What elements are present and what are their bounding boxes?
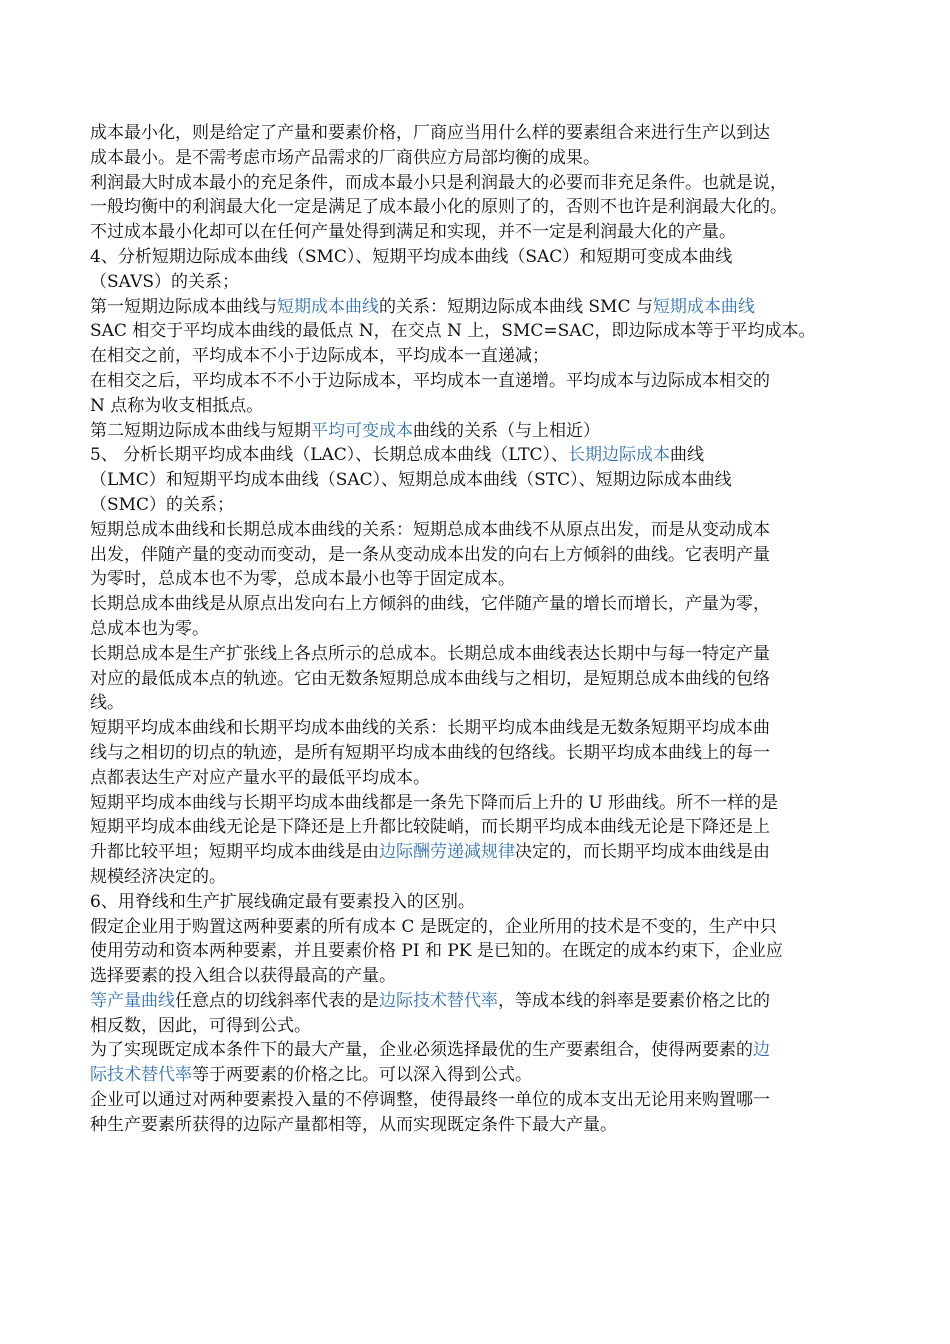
text-line: N 点称为收支相抵点。 [90,395,264,416]
paragraph [90,121,890,171]
text-run: 曲线的关系（与上相近） [413,420,600,441]
text-line [90,1063,890,1088]
text-run: 的关系：短期边际成本曲线 SMC 与 [379,296,653,317]
text-line: 为零时，总成本也不为零，总成本最小也等于固定成本。 [90,569,515,590]
text-line: 总成本也为零。 [90,618,209,639]
text-line: 6、用脊线和生产扩展线确定最有要素投入的区别。 [90,891,475,912]
keyword-link[interactable]: 边际技术替代率 [379,990,498,1011]
text-run: 曲线 [670,445,705,466]
paragraph [90,890,890,915]
paragraph [90,245,890,295]
text-run: 任意点的切线斜率代表的是 [175,990,379,1011]
text-line: 假定企业用于购置这两种要素的所有成本 C 是既定的，企业所用的技术是不变的，生产中只 [90,916,777,937]
text-line: 种生产要素所获得的边际产量都相等，从而实现既定条件下最大产量。 [90,1114,617,1135]
keyword-link[interactable]: 短期成本曲线 [277,296,379,317]
text-line: 不过成本最小化却可以在任何产量处得到满足和实现，并不一定是利润最大化的产量。 [90,222,736,243]
text-line: （LMC）和短期平均成本曲线（SAC）、短期总成本曲线（STC）、短期边际成本曲线 [90,470,732,491]
text-line [90,840,890,865]
paragraph [90,1088,890,1138]
keyword-link[interactable]: 际技术替代率 [90,1065,192,1086]
text-line: 使用劳动和资本两种要素，并且要素价格 PI 和 PK 是已知的。在既定的成本约束下，企业应 [90,941,783,962]
text-line [90,295,890,320]
text-line [90,989,890,1014]
text-line: （SAVS）的关系； [90,271,239,292]
text-line: 利润最大时成本最小的充足条件，而成本最小只是利润最大的必要而非充足条件。也就是说， [90,172,787,193]
text-line [90,419,890,444]
text-run: 为了实现既定成本条件下的最大产量，企业必须选择最优的生产要素组合，使得两要素的 [90,1040,753,1061]
keyword-link[interactable]: 等产量曲线 [90,990,175,1011]
paragraph [90,642,890,716]
text-line: 短期平均成本曲线和长期平均成本曲线的关系：长期平均成本曲线是无数条短期平均成本曲 [90,718,770,739]
document-body [90,121,890,1138]
paragraph [90,791,890,890]
paragraph [90,443,890,517]
keyword-link[interactable]: 平均可变成本 [311,420,413,441]
text-line: 长期总成本曲线是从原点出发向右上方倾斜的曲线，它伴随产量的增长而增长，产量为零， [90,594,770,615]
text-line: 在相交之前，平均成本不小于边际成本，平均成本一直递减； [90,346,549,367]
text-line: 选择要素的投入组合以获得最高的产量。 [90,966,396,987]
text-line: （SMC）的关系； [90,494,235,515]
text-line: 规模经济决定的。 [90,866,226,887]
paragraph [90,419,890,444]
text-line: 线与之相切的切点的轨迹，是所有短期平均成本曲线的包络线。长期平均成本曲线上的每一 [90,742,770,763]
text-line: 成本最小。是不需考虑市场产品需求的厂商供应方局部均衡的成果。 [90,147,600,168]
text-line: SAC 相交于平均成本曲线的最低点 N，在交点 N 上，SMC=SAC，即边际成本等于平均成本。 [90,321,816,342]
keyword-link[interactable]: 边际酬劳递减规律 [379,842,515,863]
text-line [90,1038,890,1063]
text-run: 等于两要素的价格之比。可以深入得到公式。 [192,1065,532,1086]
text-line: 出发，伴随产量的变动而变动，是一条从变动成本出发的向右上方倾斜的曲线。它表明产量 [90,544,770,565]
text-run: 第二短期边际成本曲线与短期 [90,420,311,441]
text-line: 点都表达生产对应产量水平的最低平均成本。 [90,767,430,788]
text-run: ，等成本线的斜率是要素价格之比的 [498,990,770,1011]
text-line: 在相交之后，平均成本不不小于边际成本，平均成本一直递增。平均成本与边际成本相交的 [90,370,770,391]
text-line: 线。 [90,693,124,714]
text-line: 4、分析短期边际成本曲线（SMC）、短期平均成本曲线（SAC）和短期可变成本曲线 [90,246,733,267]
keyword-link[interactable]: 长期边际成本 [568,445,671,466]
text-line: 短期平均成本曲线无论是下降还是上升都比较陡峭，而长期平均成本曲线无论是下降还是上 [90,817,770,838]
text-run: 5、 分析长期平均成本曲线（LAC）、长期总成本曲线（LTC）、 [90,445,569,466]
text-line [90,443,890,468]
text-line: 短期总成本曲线和长期总成本曲线的关系：短期总成本曲线不从原点出发，而是从变动成本 [90,519,770,540]
text-line: 成本最小化，则是给定了产量和要素价格，厂商应当用什么样的要素组合来进行生产以到达 [90,123,770,143]
keyword-link[interactable]: 短期成本曲线 [652,296,755,317]
paragraph [90,171,890,245]
text-line: 企业可以通过对两种要素投入量的不停调整，使得最终一单位的成本支出无论用来购置哪一 [90,1090,770,1111]
paragraph [90,1038,890,1088]
text-run: 第一短期边际成本曲线与 [90,296,277,317]
text-line: 相反数，因此，可得到公式。 [90,1015,311,1036]
text-line: 对应的最低成本点的轨迹。它由无数条短期总成本曲线与之相切，是短期总成本曲线的包络 [90,668,770,689]
text-line: 短期平均成本曲线与长期平均成本曲线都是一条先下降而后上升的 U 形曲线。所不一样的是 [90,792,779,813]
keyword-link[interactable]: 边 [753,1040,770,1061]
text-run: 升都比较平坦；短期平均成本曲线是由 [90,842,379,863]
paragraph [90,369,890,419]
paragraph [90,989,890,1039]
paragraph [90,518,890,592]
paragraph [90,295,890,369]
text-run: 决定的，而长期平均成本曲线是由 [515,842,770,863]
paragraph [90,915,890,989]
paragraph [90,592,890,642]
text-line: 一般均衡中的利润最大化一定是满足了成本最小化的原则了的，否则不也许是利润最大化的。 [90,197,787,218]
text-line: 长期总成本是生产扩张线上各点所示的总成本。长期总成本曲线表达长期中与每一特定产量 [90,643,770,664]
paragraph [90,716,890,790]
